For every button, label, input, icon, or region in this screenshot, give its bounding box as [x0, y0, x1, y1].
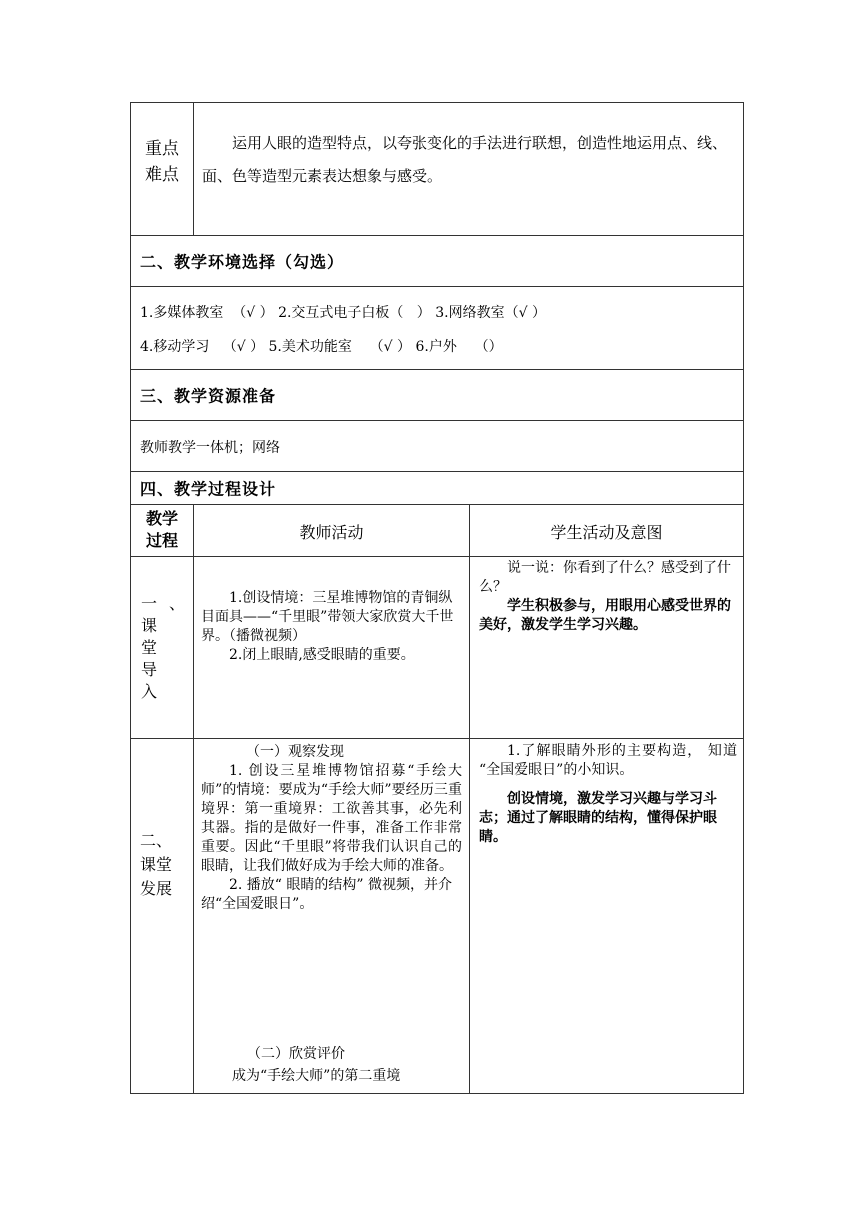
header-col-stage: 教学 过程: [145, 509, 178, 550]
stage-1-label-cell: [131, 557, 198, 738]
stage-1-teacher-cell: [193, 557, 469, 738]
resources-row: [130, 421, 744, 472]
stage-1-student-p2: 学生积极参与，用眼用心感受世界的美好，激发学生学习兴趣。: [479, 598, 731, 633]
stage-1-student-p1: 说一说：你看到了什么？感受到了什么？: [479, 560, 731, 595]
stage-1-teacher-p2: 2.闭上眼睛,感受眼睛的重要。: [229, 647, 415, 663]
lesson-plan-document: [130, 102, 744, 1094]
resources-text: 教师教学一体机；网络: [140, 440, 280, 456]
process-table-header: [130, 505, 744, 557]
stage-2-label: 二、课堂发展: [140, 831, 173, 898]
section-3-row: [130, 370, 744, 421]
stage-1-teacher-p1: 1.创设情境：三星堆博物馆的青铜纵目面具——“千里眼”带领大家欣赏大千世界。（播微视频）: [201, 590, 454, 644]
environment-line-1: 1.多媒体教室 （√ ） 2.交互式电子白板（ ） 3.网络教室（√ ）: [140, 305, 546, 321]
key-points-label: 重点 难点: [145, 139, 179, 185]
header-col-student: 学生活动及意图: [469, 505, 743, 556]
environment-line-2: 4.移动学习 （√ ） 5.美术功能室 （√ ） 6.户外 （）: [140, 339, 503, 355]
section-2-title: 二、教学环境选择（勾选）: [140, 252, 345, 272]
key-points-label-cell: [131, 103, 193, 235]
stage-2-student-p2: 创设情境，激发学习兴趣与学习斗志；通过了解眼睛的结构，懂得保护眼睛。: [479, 791, 717, 845]
stage-2-teacher-p3: 成为“手绘大师”的第二重境: [232, 1068, 401, 1084]
key-points-row: [130, 102, 744, 236]
stage-2-teacher-sub2: （二）欣赏评价: [247, 1046, 345, 1062]
stage-2-student-p1: 1.了解眼睛外形的主要构造， 知道 “全国爱眼日”的小知识。: [479, 743, 737, 778]
key-points-content-cell: [193, 103, 743, 235]
stage-1-student-cell: [469, 557, 743, 738]
stage-2-teacher-sub1: （一）观察发现: [246, 744, 344, 760]
stage-1-label: 一、课堂导入: [141, 594, 198, 701]
key-points-content: 运用人眼的造型特点，以夸张变化的手法进行联想，创造性地运用点、线、面、色等造型元素表达想象与感受。: [202, 134, 728, 185]
section-2-row: [130, 236, 744, 287]
section-4-title: 四、教学过程设计: [140, 479, 277, 499]
stage-2-teacher-p1: 1. 创设三星堆博物馆招募“手绘大师”的情境：要成为“手绘大师”要经历三重境界：第一重境界：工欲善其事，必先利其器。指的是做好一件事，准备工作非常重要。因此“千里眼”将带我们认识自己的眼睛，让我们做好成为手绘大师的准备。: [201, 763, 462, 874]
section-3-title: 三、教学资源准备: [140, 386, 277, 406]
stage-2-teacher-cell: [193, 739, 469, 1093]
environment-row: [130, 287, 744, 370]
stage-2-student-cell: [469, 739, 743, 1093]
header-col-teacher: 教师活动: [193, 505, 469, 556]
stage-1-row: [130, 557, 744, 739]
stage-2-teacher-p2: 2. 播放“ 眼睛的结构” 微视频，并介绍“全国爱眼日”。: [201, 877, 453, 912]
stage-2-label-cell: [131, 739, 193, 1093]
stage-2-row: [130, 739, 744, 1094]
section-4-row: [130, 472, 744, 505]
